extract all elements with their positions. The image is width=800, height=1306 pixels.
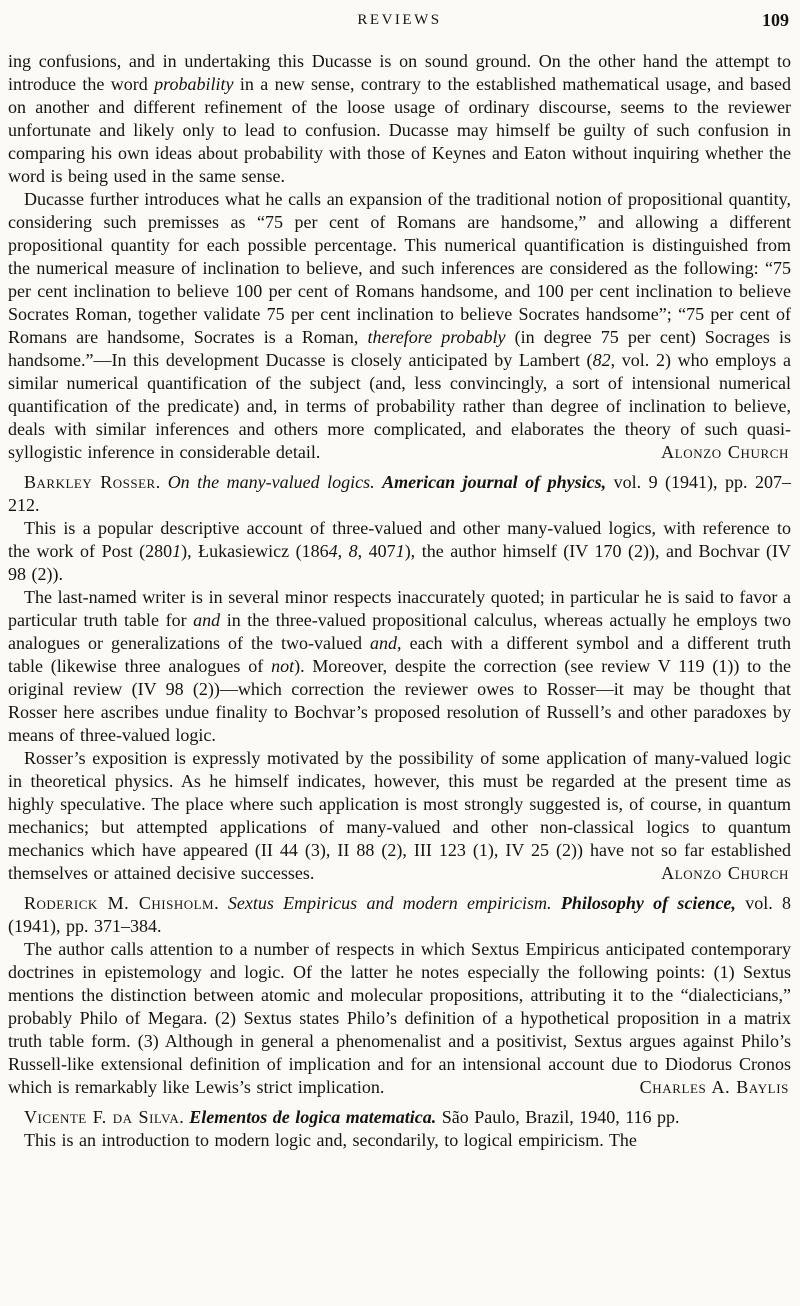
text-segment: , each with a different symbol and a different truth table (likewise three analogues of bbox=[8, 633, 792, 676]
text-segment: American journal of physics, bbox=[382, 472, 607, 492]
text-segment: This is an introduction to modern logic and, secondarily, to logical empiricism. The bbox=[24, 1130, 637, 1150]
text-segment: Rosser’s exposition is expressly motivated by the possibility of some application of many-valued logic in theoretical physics. As he himself indicates, however, this must be regarded at the present time as highly speculative. The place where such application is most strongly suggested is, of course, in quantum mechanics; but attempted applications of many-valued and other non-classical logics to quantum mechanics which have appeared (II 44 (3), II 88 (2), III 123 (1), IV 25 (2)) have not so far established themselves or attained decisive successes. bbox=[8, 748, 791, 883]
text-segment: 8 bbox=[348, 541, 358, 561]
review-heading-rosser bbox=[8, 471, 791, 517]
text-segment: vol. 9 (1941), pp. 207–212. bbox=[8, 472, 792, 515]
text-segment: ), the author himself (IV 170 (2)), and Bochvar (IV 98 (2)). bbox=[8, 541, 792, 584]
text-segment: The author calls attention to a number of respects in which Sextus Empiricus anticipated contemporary doctrines in epistemology and logic. Of the latter he notes especially the following points: (1) Sextus mentions the distinction between atomic and molecular propositions, attributing it to the “dialecticians,” probably Philo of Megara. (2) Sextus states Philo’s definition of a hypothetical proposition in a matrix truth table form. (3) Although in general a phenomenalist and a positivist, Sextus argues against Philo’s Russell-like extensional definition of implication and for an intensional account due to Diodorus Cronos which is remarkably like Lewis’s strict implication. bbox=[8, 939, 791, 1097]
paragraph-ducasse-quantity bbox=[8, 188, 791, 464]
paragraph-ducasse-continuation bbox=[8, 50, 791, 188]
text-segment: Vicente F. da Silva bbox=[24, 1107, 180, 1127]
paragraph-chisholm-summary bbox=[8, 938, 791, 1099]
text-segment: . bbox=[155, 472, 168, 492]
reviewer-signature: Charles A. Baylis bbox=[639, 1077, 789, 1097]
running-title: REVIEWS bbox=[357, 12, 442, 28]
text-segment: 4 bbox=[328, 541, 338, 561]
text-segment: and bbox=[370, 633, 398, 653]
text-segment: Ducasse further introduces what he calls an expansion of the traditional notion of propositional quantity, considering such premisses as “75 per cent of Romans are handsome,” and allowing a different propositional quantity for each possible percentage. This numerical quantification is distinguished from the numerical measure of inclination to believe, and such inferences are considered as the following: “75 per cent inclination to believe 100 per cent of Romans handsome, and 100 per cent inclination to believe Socrates Roman, together validate 75 per cent inclination to believe Socrates handsome”; “75 per cent of Romans are handsome, Socrates is a Roman, bbox=[8, 189, 791, 347]
text-segment: , vol. 2) who employs a similar numerical quantification of the subject (and, less convincingly, a sort of intensional numerical quantification of the predicate) and, in terms of probability rather than degree of inclination to believe, deals with similar inferences and others more complicated, and elaborates the theory of such quasi-syllogistic inference in considerable detail. bbox=[8, 350, 791, 462]
text-segment: ). Moreover, despite the correction (see review V 119 (1)) to the original review (IV 98 (2))—which correction the reviewer owes to Rosser—it may be thought that Rosser here ascribes undue finality to Bochvar’s proposed resolution of Russell’s and other paradoxes by means of three-valued logic. bbox=[8, 656, 791, 745]
review-heading-silva bbox=[8, 1106, 791, 1129]
reviewer-signature: Alonzo Church bbox=[661, 863, 789, 883]
text-segment bbox=[552, 893, 561, 913]
review-heading-chisholm bbox=[8, 892, 791, 938]
text-segment: not bbox=[271, 656, 295, 676]
text-segment: The last-named writer is in several minor respects inaccurately quoted; in particular he is said to favor a particular truth table for bbox=[8, 587, 791, 630]
text-segment: ), Łukasiewicz (186 bbox=[181, 541, 329, 561]
text-segment: in the three-valued propositional calculus, whereas actually he employs two analogues or generalizations of the two-valued bbox=[8, 610, 791, 653]
reviewer-signature: Alonzo Church bbox=[661, 442, 789, 462]
text-segment: in a new sense, contrary to the established mathematical usage, and based on another and different refinement of the loose usage of ordinary discourse, seems to the reviewer unfortunate and likely only to lead to confusion. Ducasse may himself be guilty of such confusion in comparing his own ideas about probability with those of Keynes and Eaton without inquiring whether the word is being used in the same sense. bbox=[8, 74, 791, 186]
text-segment: São Paulo, Brazil, 1940, 116 pp. bbox=[436, 1107, 680, 1127]
text-segment: therefore probably bbox=[367, 327, 506, 347]
text-segment: vol. 8 (1941), pp. 371–384. bbox=[8, 893, 792, 936]
paragraph-rosser-criticism bbox=[8, 586, 791, 747]
text-segment: . bbox=[214, 893, 228, 913]
text-segment: On the many-valued logics. bbox=[167, 472, 375, 492]
text-segment: , 407 bbox=[357, 541, 396, 561]
page-number: 109 bbox=[762, 10, 789, 30]
text-segment: Barkley Rosser bbox=[24, 472, 156, 492]
paragraph-silva-summary bbox=[8, 1129, 791, 1152]
text-segment: . bbox=[179, 1107, 190, 1127]
text-segment: ing confusions, and in undertaking this Ducasse is on sound ground. On the other hand the attempt to introduce the word bbox=[8, 51, 791, 94]
text-segment: 1 bbox=[395, 541, 405, 561]
paragraph-rosser-physics bbox=[8, 747, 791, 885]
text-segment: (in degree 75 per cent) Socrages is handsome.”—In this development Ducasse is closely anticipated by Lambert ( bbox=[8, 327, 791, 370]
text-segment: Roderick M. Chisholm bbox=[24, 893, 215, 913]
text-segment: 82 bbox=[592, 350, 611, 370]
text-segment: Philosophy of science, bbox=[560, 893, 736, 913]
text-segment bbox=[375, 472, 383, 492]
text-segment: , bbox=[337, 541, 349, 561]
text-segment: Elementos de logica matematica. bbox=[189, 1107, 437, 1127]
text-segment: and bbox=[193, 610, 221, 630]
page-header bbox=[8, 8, 791, 32]
text-segment: This is a popular descriptive account of three-valued and other many-valued logics, with reference to the work of Post (280 bbox=[8, 518, 791, 561]
text-segment: probability bbox=[154, 74, 234, 94]
text-segment: 1 bbox=[172, 541, 182, 561]
text-segment: Sextus Empiricus and modern empiricism. bbox=[227, 893, 552, 913]
paragraph-rosser-summary bbox=[8, 517, 791, 586]
